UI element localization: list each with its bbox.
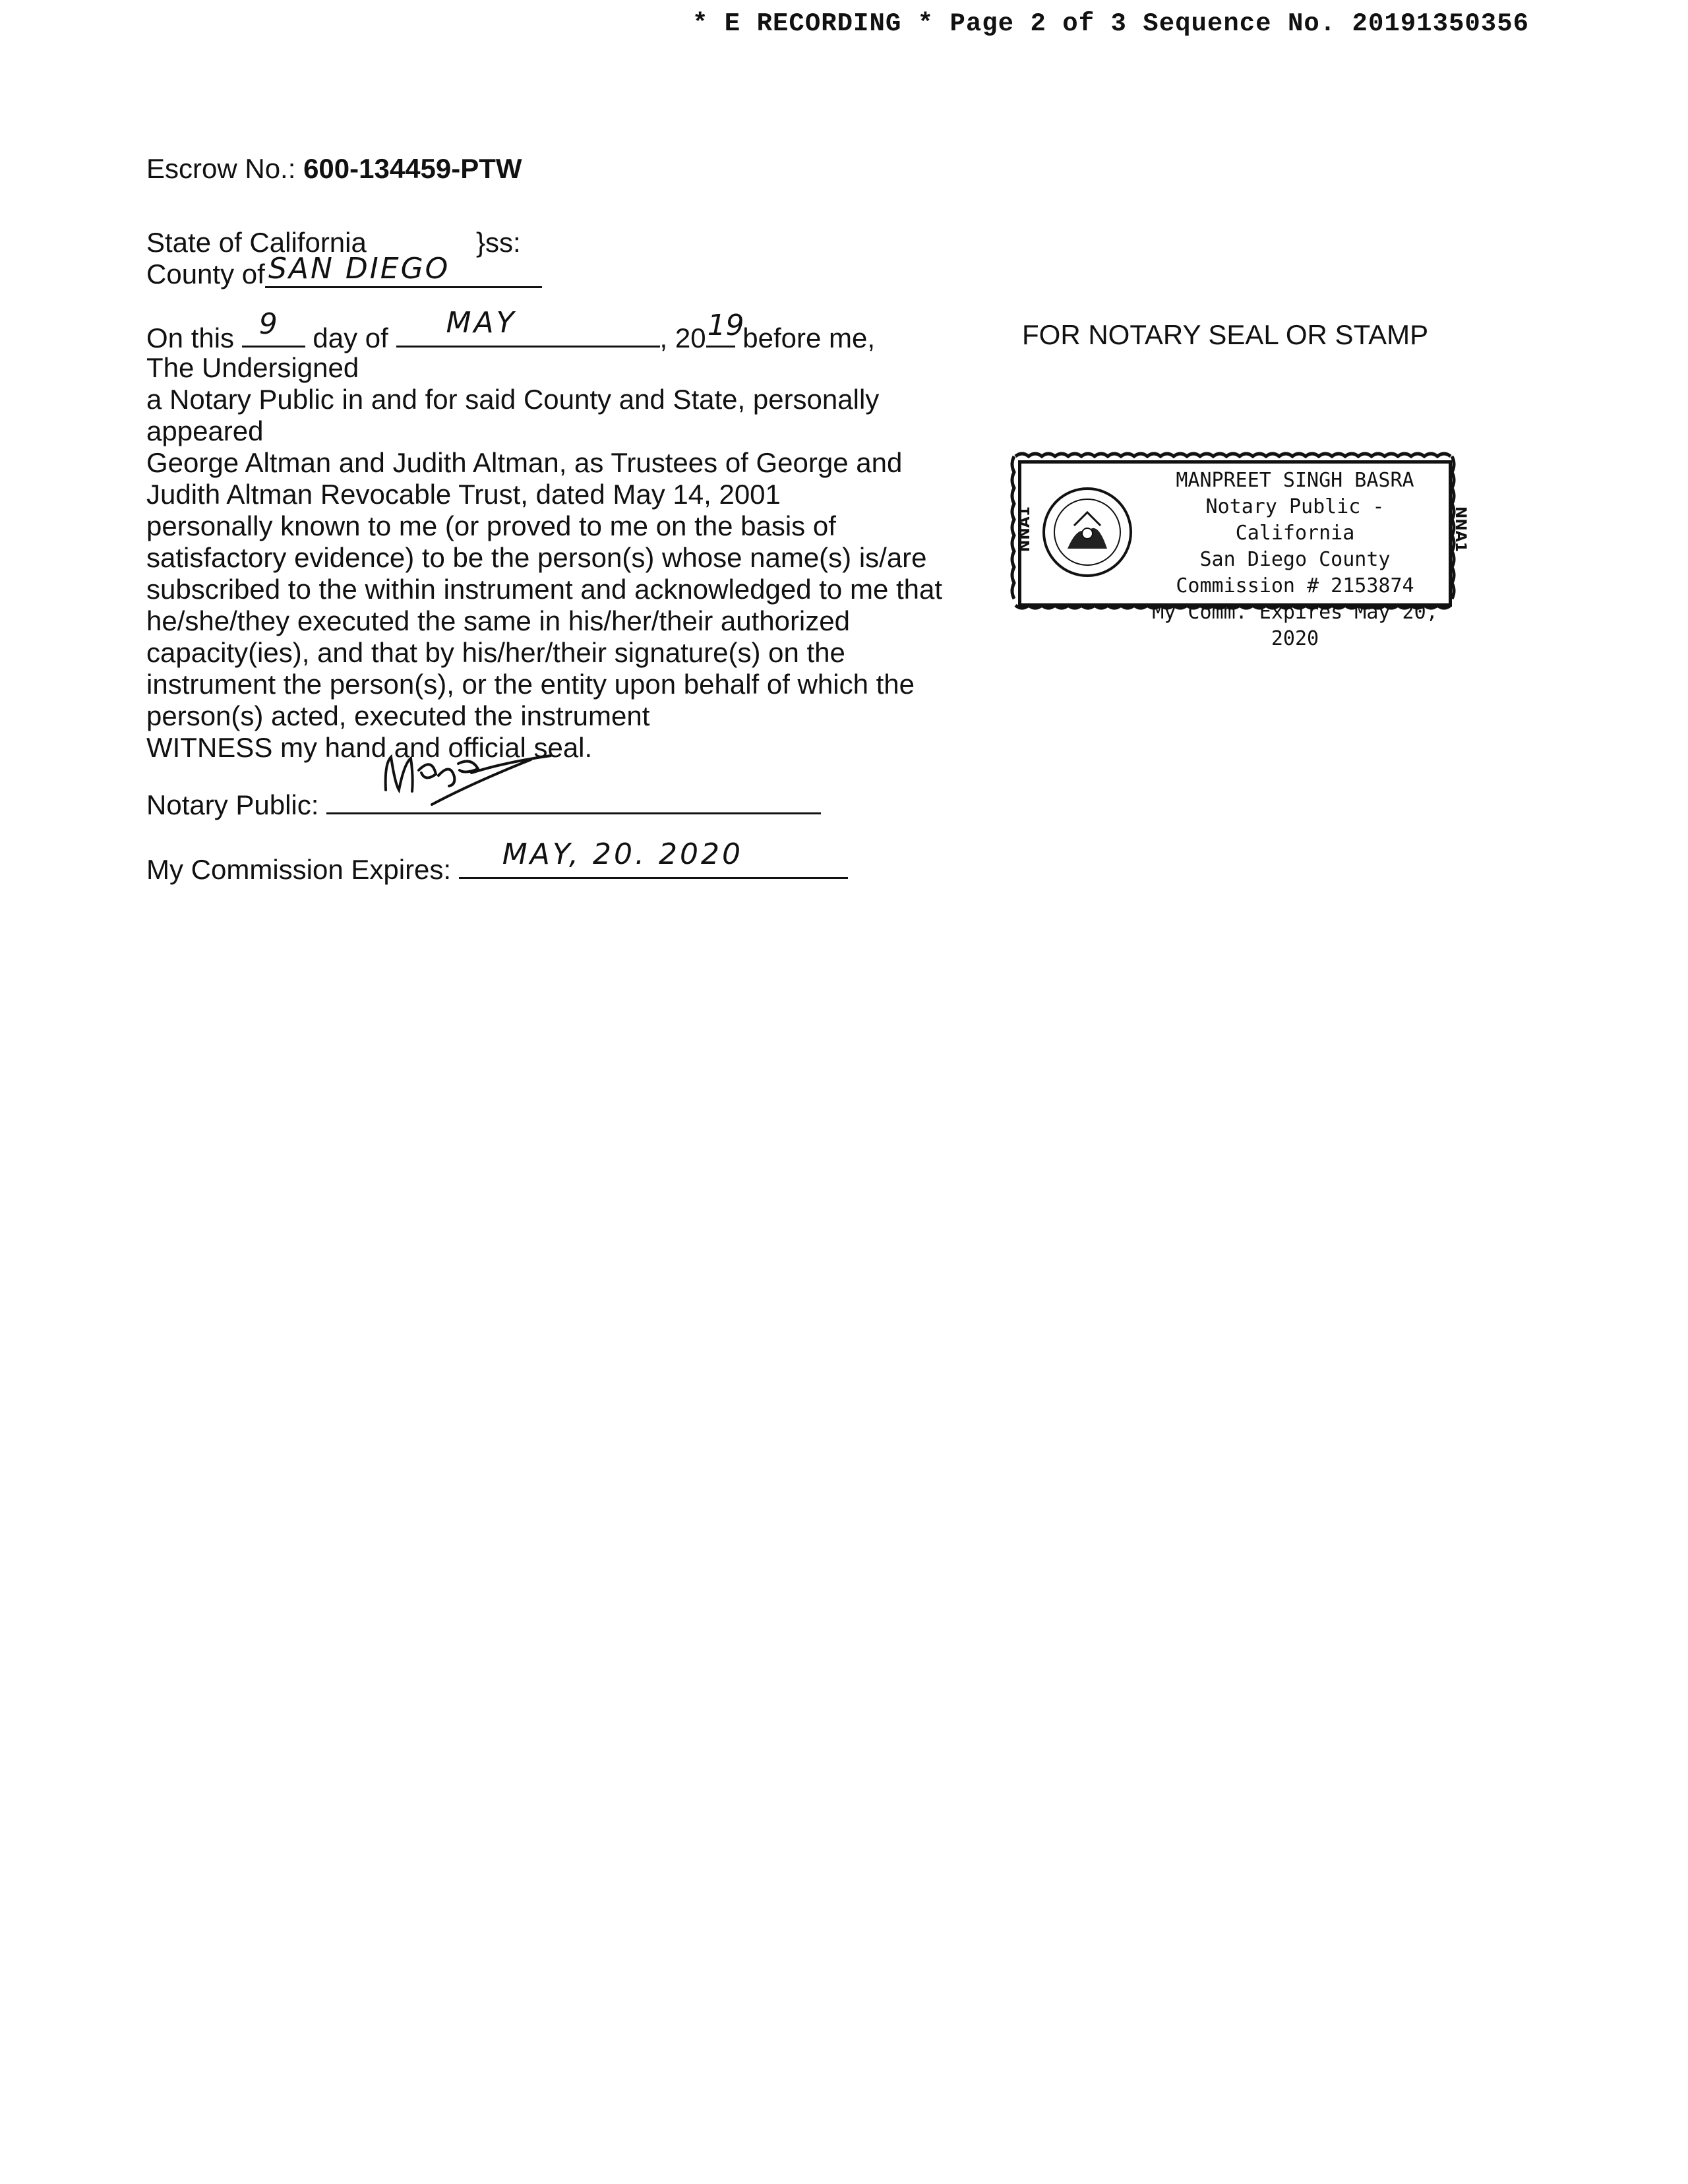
stamp-line: San Diego County xyxy=(1199,548,1391,571)
county-blank xyxy=(265,286,542,288)
escrow-line xyxy=(146,153,522,185)
year-prefix: , 20 xyxy=(659,322,706,353)
date-line xyxy=(146,306,876,354)
paragraph-line: The Undersigned xyxy=(146,352,359,383)
stamp-text xyxy=(1147,468,1443,652)
paragraph-line: George Altman and Judith Altman, as Trustees of George and xyxy=(146,447,903,478)
signature-mark xyxy=(373,744,570,816)
paragraph-line: personally known to me (or proved to me on the basis of xyxy=(146,510,836,541)
year-blank xyxy=(706,309,744,348)
stamp-side-code-left: NNA1 xyxy=(1017,506,1034,553)
notary-public-line xyxy=(146,787,821,821)
ss-label: }ss: xyxy=(476,227,521,258)
paragraph-line: subscribed to the within instrument and acknowledged to me that xyxy=(146,574,943,605)
acknowledgment-paragraph xyxy=(146,352,942,764)
seal-label: FOR NOTARY SEAL OR STAMP xyxy=(1022,319,1429,350)
commission-blank xyxy=(459,837,848,879)
paragraph-line: a Notary Public in and for said County and State, personally xyxy=(146,384,880,415)
stamp-line: Notary Public - California xyxy=(1205,495,1385,545)
signature-blank xyxy=(326,787,821,814)
paragraph-line: WITNESS my hand and official seal. xyxy=(146,732,593,763)
recording-header: * E RECORDING * Page 2 of 3 Sequence No. 20191350356 xyxy=(692,9,1529,38)
county-line xyxy=(146,252,450,290)
paragraph-line: person(s) acted, executed the instrument xyxy=(146,700,650,731)
on-this-label: On this xyxy=(146,322,235,353)
stamp-line: MANPREET SINGH BASRA xyxy=(1176,469,1414,492)
stamp-inner-frame xyxy=(1018,460,1452,650)
before-me-label: before me, xyxy=(742,322,876,353)
paragraph-line: instrument the person(s), or the entity upon behalf of which the xyxy=(146,669,915,700)
commission-expires-line xyxy=(146,837,848,886)
escrow-number: 600-134459-PTW xyxy=(303,153,522,184)
year-handwritten: 19 xyxy=(707,309,744,342)
paragraph-line: capacity(ies), and that by his/her/their signature(s) on the xyxy=(146,637,845,668)
commission-expires-label: My Commission Expires: xyxy=(146,854,452,885)
notary-stamp xyxy=(1009,450,1469,650)
day-blank xyxy=(242,307,305,348)
notary-public-label: Notary Public: xyxy=(146,789,319,820)
state-label: State of California xyxy=(146,227,367,258)
day-of-label: day of xyxy=(313,322,388,353)
stamp-line: My Comm. Expires May 20, 2020 xyxy=(1152,601,1438,650)
county-handwritten: SAN DIEGO xyxy=(268,252,450,286)
paragraph-line: Judith Altman Revocable Trust, dated May 14, 2001 xyxy=(146,479,781,510)
month-blank xyxy=(396,306,660,348)
state-seal-icon xyxy=(1041,486,1133,578)
stamp-line: Commission # 2153874 xyxy=(1176,574,1414,597)
paragraph-line: he/she/they executed the same in his/her/their authorized xyxy=(146,605,850,636)
day-handwritten: 9 xyxy=(258,307,278,341)
escrow-label: Escrow No.: xyxy=(146,153,296,184)
county-label: County of xyxy=(146,258,265,289)
paragraph-line: appeared xyxy=(146,415,264,446)
stamp-side-code-right: NNA1 xyxy=(1452,506,1469,553)
month-handwritten: MAY xyxy=(446,306,517,340)
paragraph-line: satisfactory evidence) to be the person(s) whose name(s) is/are xyxy=(146,542,927,573)
commission-handwritten: MAY, 20. 2020 xyxy=(502,837,743,871)
